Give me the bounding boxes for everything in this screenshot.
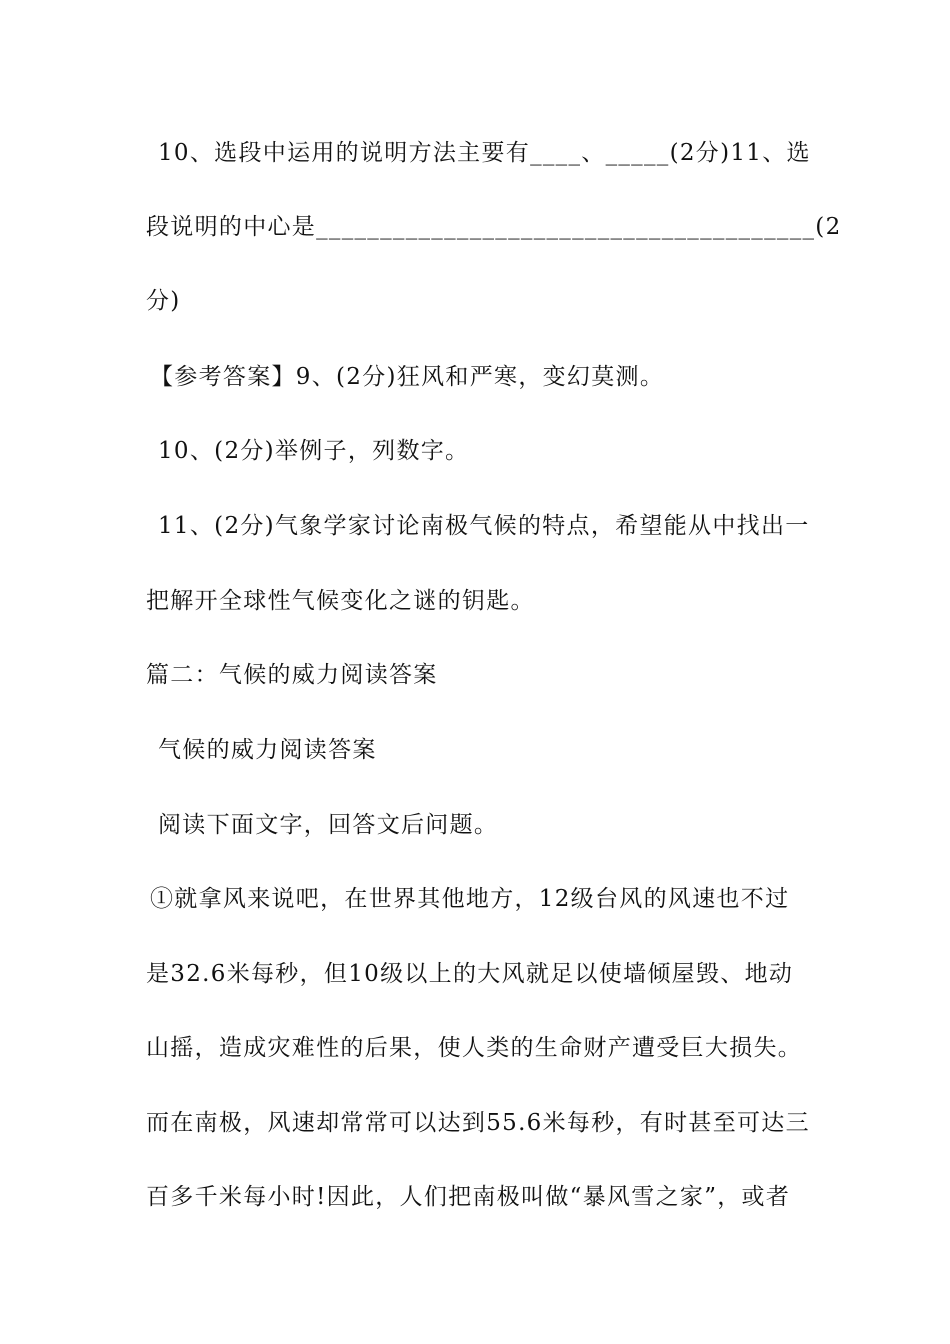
paragraph-1-line-4: 而在南极，风速却常常可以达到55.6米每秒，有时甚至可达三 [146,1110,810,1136]
paragraph-1-line-5: 百多千米每小时!因此，人们把南极叫做“暴风雪之家”，或者 [146,1184,791,1210]
article-title: 气候的威力阅读答案 [158,737,377,763]
question-11-line: 段说明的中心是_______________________________________(2 [146,214,842,240]
answer-9-line: 【参考答案】9、(2分)狂风和严寒，变幻莫测。 [150,364,665,390]
section-heading: 篇二：气候的威力阅读答案 [146,662,438,688]
answer-10-line: 10、(2分)举例子，列数字。 [158,438,470,464]
question-10-line: 10、选段中运用的说明方法主要有____、_____(2分)11、选 [158,140,811,166]
paragraph-1-line-2: 是32.6米每秒，但10级以上的大风就足以使墙倾屋毁、地动 [146,961,794,987]
question-11-points-line: 分) [146,288,181,314]
paragraph-1-line-1: ①就拿风来说吧，在世界其他地方，12级台风的风速也不过 [150,886,790,912]
answer-11-line: 11、(2分)气象学家讨论南极气候的特点，希望能从中找出一 [158,513,810,539]
paragraph-1-line-3: 山摇，造成灾难性的后果，使人类的生命财产遭受巨大损失。 [146,1035,803,1061]
answer-11-continued-line: 把解开全球性气候变化之谜的钥匙。 [146,588,535,614]
instruction-line: 阅读下面文字，回答文后问题。 [158,812,499,838]
